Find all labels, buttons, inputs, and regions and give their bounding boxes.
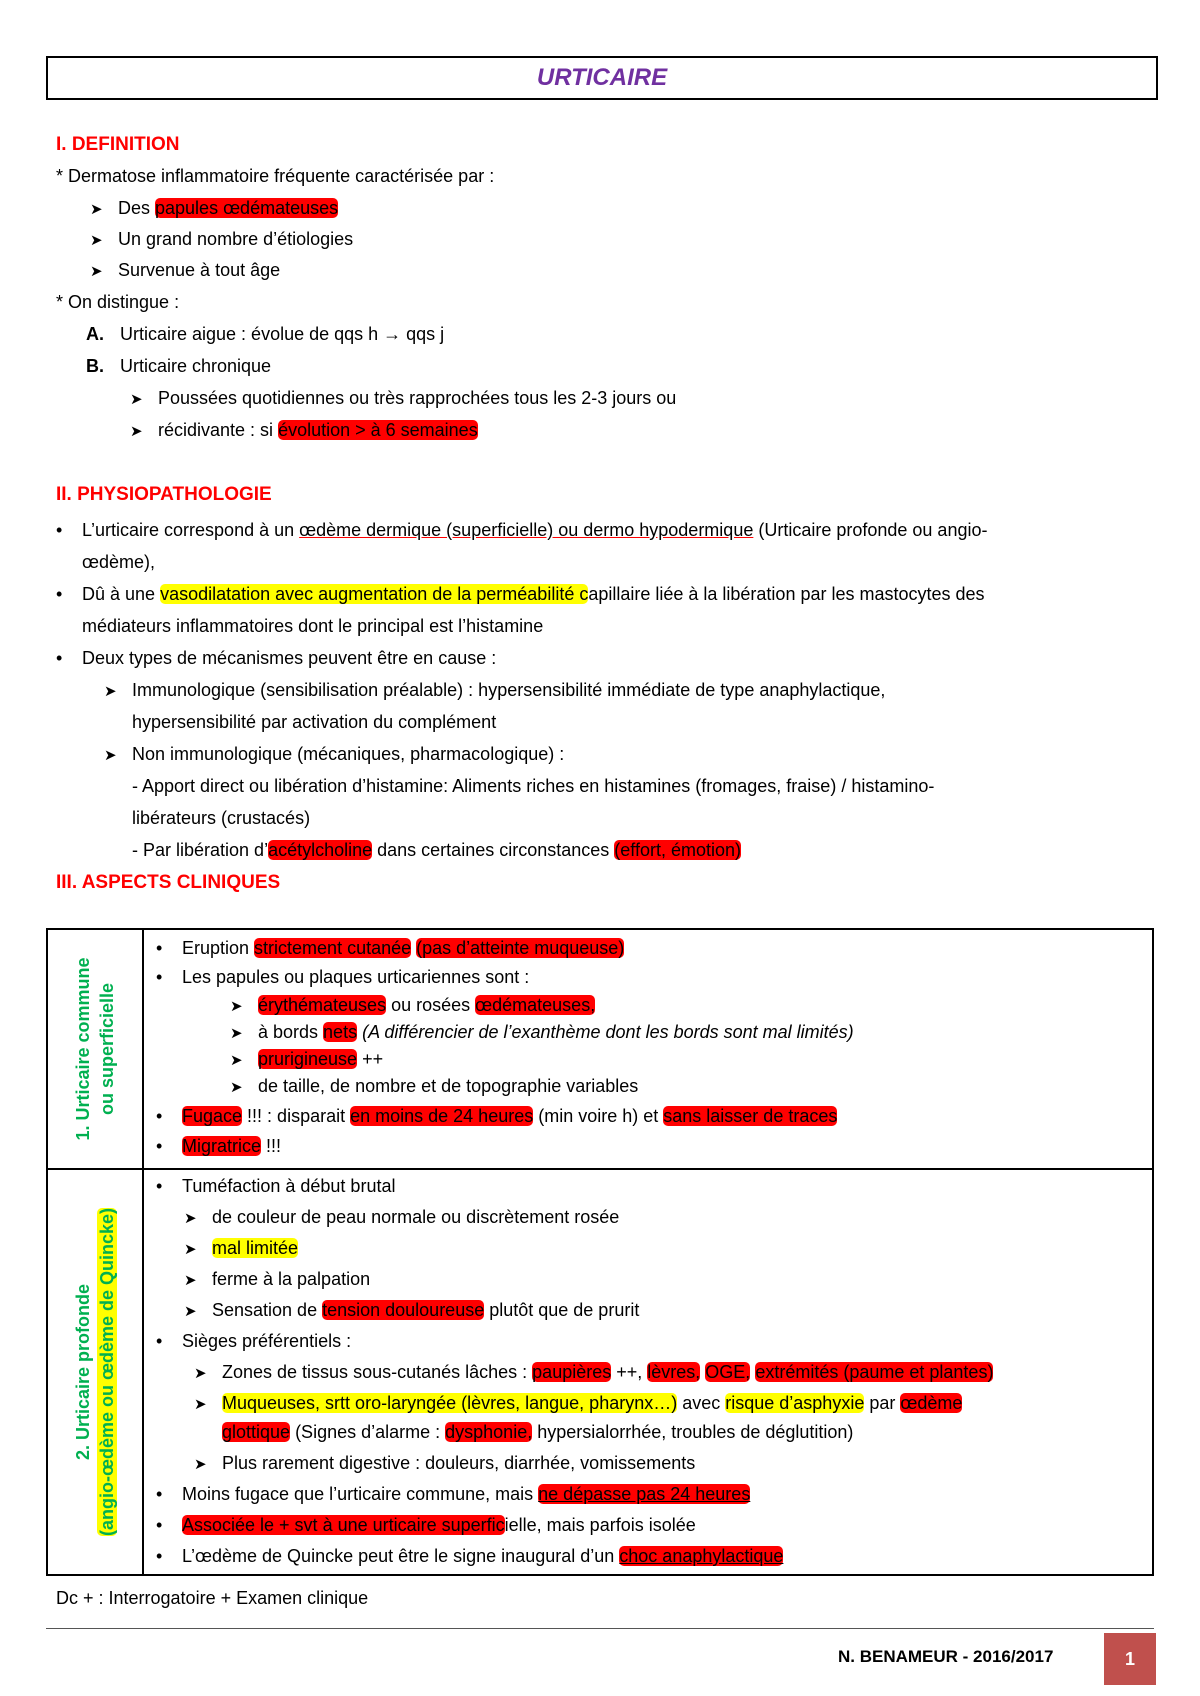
arrow-bullet-icon: ➤: [194, 1456, 207, 1473]
definition-item: ➤ Survenue à tout âge: [90, 258, 280, 284]
mechanism-detail: libérateurs (crustacés): [132, 808, 311, 828]
chronic-type: B. Urticaire chronique: [86, 356, 272, 376]
list-item-cont: glottique (Signes d’alarme : dysphonie, hypersialorrhée, troubles de déglutition): [222, 1422, 854, 1442]
footer-author: N. BENAMEUR - 2016/2017: [838, 1647, 1054, 1666]
physio-bullet-cont: médiateurs inflammatoires dont le principal est l’histamine: [82, 616, 544, 636]
list-item: • Tuméfaction à début brutal: [156, 1176, 396, 1196]
bullet-icon: •: [56, 584, 63, 604]
deep-label: 2. Urticaire profonde: [73, 1283, 93, 1461]
diagnosis-note: Dc + : Interrogatoire + Examen clinique: [56, 1588, 369, 1608]
list-item: • Migratrice !!!: [156, 1136, 282, 1156]
list-item: ➤ de couleur de peau normale ou discrètement rosée: [184, 1205, 619, 1231]
arrow-bullet-icon: ➤: [194, 1396, 207, 1413]
list-item: • L’œdème de Quincke peut être le signe inaugural d’un choc anaphylactique: [156, 1546, 784, 1566]
arrow-bullet-icon: ➤: [90, 263, 103, 280]
arrow-bullet-icon: ➤: [130, 423, 143, 440]
list-item: • Associée le + svt à une urticaire superficielle, mais parfois isolée: [156, 1515, 696, 1535]
mechanism-detail: - Par libération d’acétylcholine dans certaines circonstances (effort, émotion): [132, 840, 741, 860]
arrow-bullet-icon: ➤: [184, 1303, 197, 1320]
table-row-deep: [47, 1169, 1153, 1575]
bullet-icon: •: [56, 648, 63, 668]
definition-item: ➤ Un grand nombre d’étiologies: [90, 227, 353, 253]
arrow-bullet-icon: ➤: [194, 1365, 207, 1382]
list-item: • Fugace !!! : disparait en moins de 24 heures (min voire h) et sans laisser de traces: [156, 1106, 838, 1126]
list-item: • Eruption strictement cutanée (pas d’atteinte muqueuse): [156, 938, 625, 958]
list-item: • Moins fugace que l’urticaire commune, mais ne dépasse pas 24 heures: [156, 1484, 751, 1504]
mechanism-immuno: ➤ Immunologique (sensibilisation préalable) : hypersensibilité immédiate de type anaphylactique,: [104, 678, 885, 704]
arrow-bullet-icon: ➤: [104, 683, 117, 700]
list-item: ➤ Muqueuses, srtt oro-laryngée (lèvres, langue, pharynx…) avec risque d’asphyxie par œdème: [194, 1391, 962, 1417]
list-item: ➤ Zones de tissus sous-cutanés lâches : paupières ++, lèvres, OGE, extrémités (paume et plantes): [194, 1360, 993, 1386]
chronic-item: ➤ Poussées quotidiennes ou très rapprochées tous les 2-3 jours ou: [130, 386, 676, 412]
list-item: ➤ Plus rarement digestive : douleurs, diarrhée, vomissements: [194, 1451, 695, 1477]
physio-bullet: • Deux types de mécanismes peuvent être en cause :: [56, 648, 497, 668]
mechanism-immuno-cont: hypersensibilité par activation du complément: [132, 712, 497, 732]
list-item: ➤ à bords nets (A différencier de l’exanthème dont les bords sont mal limités): [230, 1020, 854, 1046]
distinguish-label: * On distingue :: [56, 292, 180, 312]
arrow-bullet-icon: ➤: [184, 1272, 197, 1289]
list-item: ➤ prurigineuse ++: [230, 1047, 383, 1073]
page-number: 1: [1104, 1633, 1156, 1685]
common-sublabel: ou superficielle: [97, 982, 117, 1116]
list-item: ➤ Sensation de tension douloureuse plutôt que de prurit: [184, 1298, 639, 1324]
arrow-bullet-icon: ➤: [184, 1210, 197, 1227]
acute-type: A. Urticaire aigue : évolue de qqs h → qqs j: [86, 324, 445, 344]
section-heading-definition: I. DEFINITION: [56, 134, 180, 155]
definition-intro: * Dermatose inflammatoire fréquente caractérisée par :: [56, 166, 495, 186]
table-row-common: [47, 929, 1153, 1169]
bullet-icon: •: [56, 520, 63, 540]
list-item: ➤ de taille, de nombre et de topographie variables: [230, 1074, 638, 1100]
page-title: URTICAIRE: [46, 56, 1158, 100]
physio-bullet: • L’urticaire correspond à un œdème dermique (superficielle) ou dermo hypodermique (Urticaire profonde ou angio-: [56, 520, 988, 540]
physio-bullet: • Dû à une vasodilatation avec augmentation de la perméabilité capillaire liée à la libération par les mastocytes des: [56, 584, 985, 604]
physio-bullet-cont: œdème),: [82, 552, 156, 572]
arrow-bullet-icon: ➤: [90, 201, 103, 218]
mechanism-detail: - Apport direct ou libération d’histamine: Aliments riches en histamines (fromages, fraise) / histamino-: [132, 776, 935, 796]
footer-divider: [46, 1628, 1154, 1629]
list-item: ➤ ferme à la palpation: [184, 1267, 370, 1293]
chronic-item: ➤ récidivante : si évolution > à 6 semaines: [130, 418, 478, 444]
arrow-bullet-icon: ➤: [90, 232, 103, 249]
mechanism-nonimmuno: ➤ Non immunologique (mécaniques, pharmacologique) :: [104, 742, 564, 768]
arrow-bullet-icon: ➤: [130, 391, 143, 408]
row-content-common: [143, 929, 1153, 1169]
arrow-bullet-icon: ➤: [104, 747, 117, 764]
arrow-bullet-icon: ➤: [230, 1079, 243, 1096]
list-item: ➤ mal limitée: [184, 1236, 298, 1262]
section-heading-clinical: III. ASPECTS CLINIQUES: [56, 872, 281, 893]
common-label: 1. Urticaire commune: [73, 957, 93, 1141]
arrow-bullet-icon: ➤: [230, 998, 243, 1015]
row-label-common: [47, 929, 143, 1169]
row-label-deep: [47, 1169, 143, 1575]
list-item: • Sièges préférentiels :: [156, 1331, 352, 1351]
section-heading-physiopathology: II. PHYSIOPATHOLOGIE: [56, 484, 272, 505]
definition-item: ➤ Des papules œdémateuses: [90, 196, 338, 222]
clinical-table: [46, 928, 1154, 1576]
arrow-bullet-icon: ➤: [184, 1241, 197, 1258]
deep-sublabel: (angio-œdème ou œdème de Quincke): [97, 1207, 117, 1537]
arrow-bullet-icon: ➤: [230, 1052, 243, 1069]
arrow-bullet-icon: ➤: [230, 1025, 243, 1042]
list-item: ➤ érythémateuses ou rosées œdémateuses,: [230, 993, 595, 1019]
row-content-deep: [143, 1169, 1153, 1575]
list-item: • Les papules ou plaques urticariennes sont :: [156, 967, 530, 987]
